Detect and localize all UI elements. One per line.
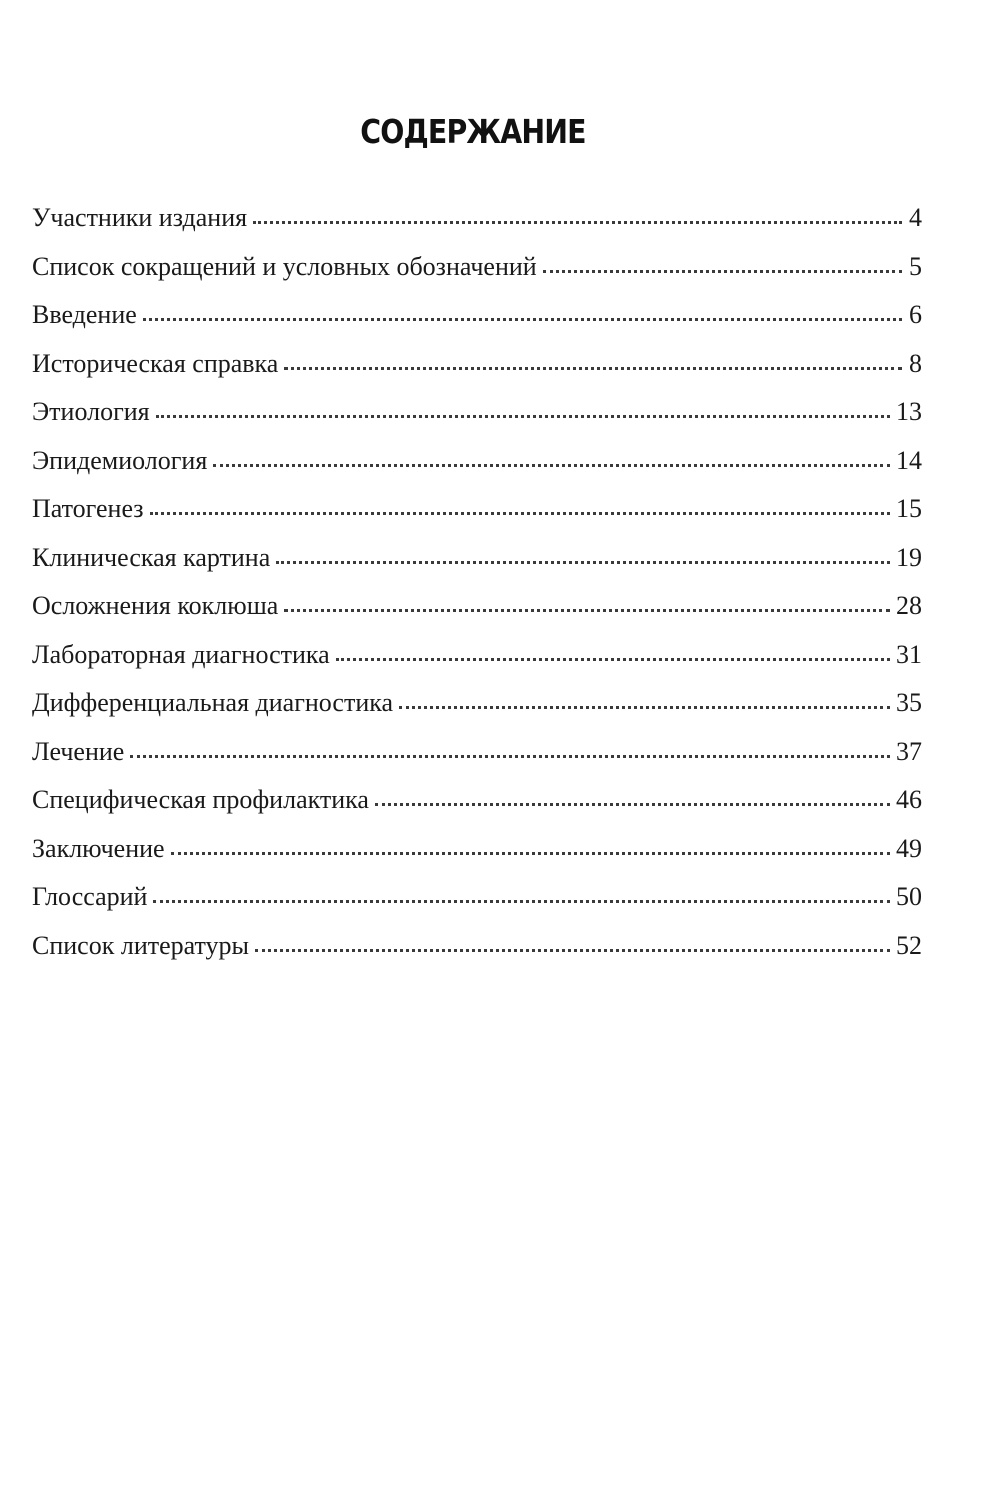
toc-entry[interactable] xyxy=(32,829,922,878)
toc-entry-page: 19 xyxy=(896,542,922,572)
toc-entry-label: Участники издания xyxy=(32,203,248,232)
toc-entry-page: 49 xyxy=(896,833,922,863)
toc-entry-label: Заключение xyxy=(32,833,165,863)
toc-entry[interactable] xyxy=(32,344,922,393)
dot-leader xyxy=(156,415,890,418)
toc-entry[interactable] xyxy=(32,732,922,781)
toc-entry[interactable] xyxy=(32,780,922,829)
dot-leader xyxy=(153,900,890,903)
dot-leader xyxy=(255,949,890,952)
toc-entry-label: Лабораторная диагностика xyxy=(32,639,330,669)
dot-leader xyxy=(284,609,890,612)
toc-entry[interactable] xyxy=(32,538,922,587)
toc-entry-page: 35 xyxy=(896,688,922,717)
toc-entry[interactable] xyxy=(32,489,922,538)
toc-entry-page: 13 xyxy=(896,397,922,426)
dot-leader xyxy=(284,367,902,370)
toc-entry[interactable] xyxy=(32,926,922,975)
dot-leader xyxy=(150,512,890,515)
page-title: СОДЕРЖАНИЕ xyxy=(360,112,586,151)
toc-entry-page: 4 xyxy=(909,203,922,232)
toc-entry[interactable] xyxy=(32,295,922,344)
toc-entry-label: Специфическая профилактика xyxy=(32,785,369,814)
toc-entry-label: Патогенез xyxy=(32,494,144,523)
toc-entry-label: Глоссарий xyxy=(32,882,148,911)
toc-entry[interactable] xyxy=(32,198,922,247)
toc-entry-page: 15 xyxy=(896,494,922,523)
toc-entry-page: 28 xyxy=(896,591,922,620)
dot-leader xyxy=(375,803,890,806)
dot-leader xyxy=(253,221,902,224)
toc-entry-label: Клиническая картина xyxy=(32,542,271,572)
dot-leader xyxy=(276,561,890,564)
toc-entry-label: Введение xyxy=(32,300,137,329)
toc-entry-label: Список литературы xyxy=(32,930,249,960)
toc-entry-label: Лечение xyxy=(32,736,125,766)
toc-entry-label: Историческая справка xyxy=(32,348,279,378)
toc-entry-page: 50 xyxy=(896,882,922,911)
toc-entry[interactable] xyxy=(32,441,922,490)
dot-leader xyxy=(171,852,890,855)
dot-leader xyxy=(336,658,890,661)
toc-entry-page: 46 xyxy=(896,785,922,814)
toc-entry-label: Эпидемиология xyxy=(32,445,208,475)
toc-entry[interactable] xyxy=(32,392,922,441)
toc-entry[interactable] xyxy=(32,247,922,296)
toc-entry-label: Этиология xyxy=(32,397,150,426)
toc-entry-page: 6 xyxy=(909,300,922,329)
dot-leader xyxy=(143,318,902,321)
dot-leader xyxy=(130,755,890,758)
dot-leader xyxy=(399,706,890,709)
toc-entry-page: 37 xyxy=(896,736,922,766)
toc-entry-page: 52 xyxy=(896,930,922,960)
table-of-contents xyxy=(32,198,922,974)
toc-entry-label: Осложнения коклюша xyxy=(32,591,279,620)
toc-entry-label: Список сокращений и условных обозначений xyxy=(32,251,537,281)
dot-leader xyxy=(213,464,890,467)
toc-entry[interactable] xyxy=(32,683,922,732)
dot-leader xyxy=(543,270,902,273)
toc-entry-label: Дифференциальная диагностика xyxy=(32,688,394,717)
toc-entry[interactable] xyxy=(32,635,922,684)
toc-entry-page: 8 xyxy=(909,348,922,378)
toc-entry-page: 14 xyxy=(896,445,922,475)
toc-entry-page: 5 xyxy=(909,251,922,281)
toc-entry-page: 31 xyxy=(896,639,922,669)
toc-entry[interactable] xyxy=(32,877,922,926)
toc-entry[interactable] xyxy=(32,586,922,635)
